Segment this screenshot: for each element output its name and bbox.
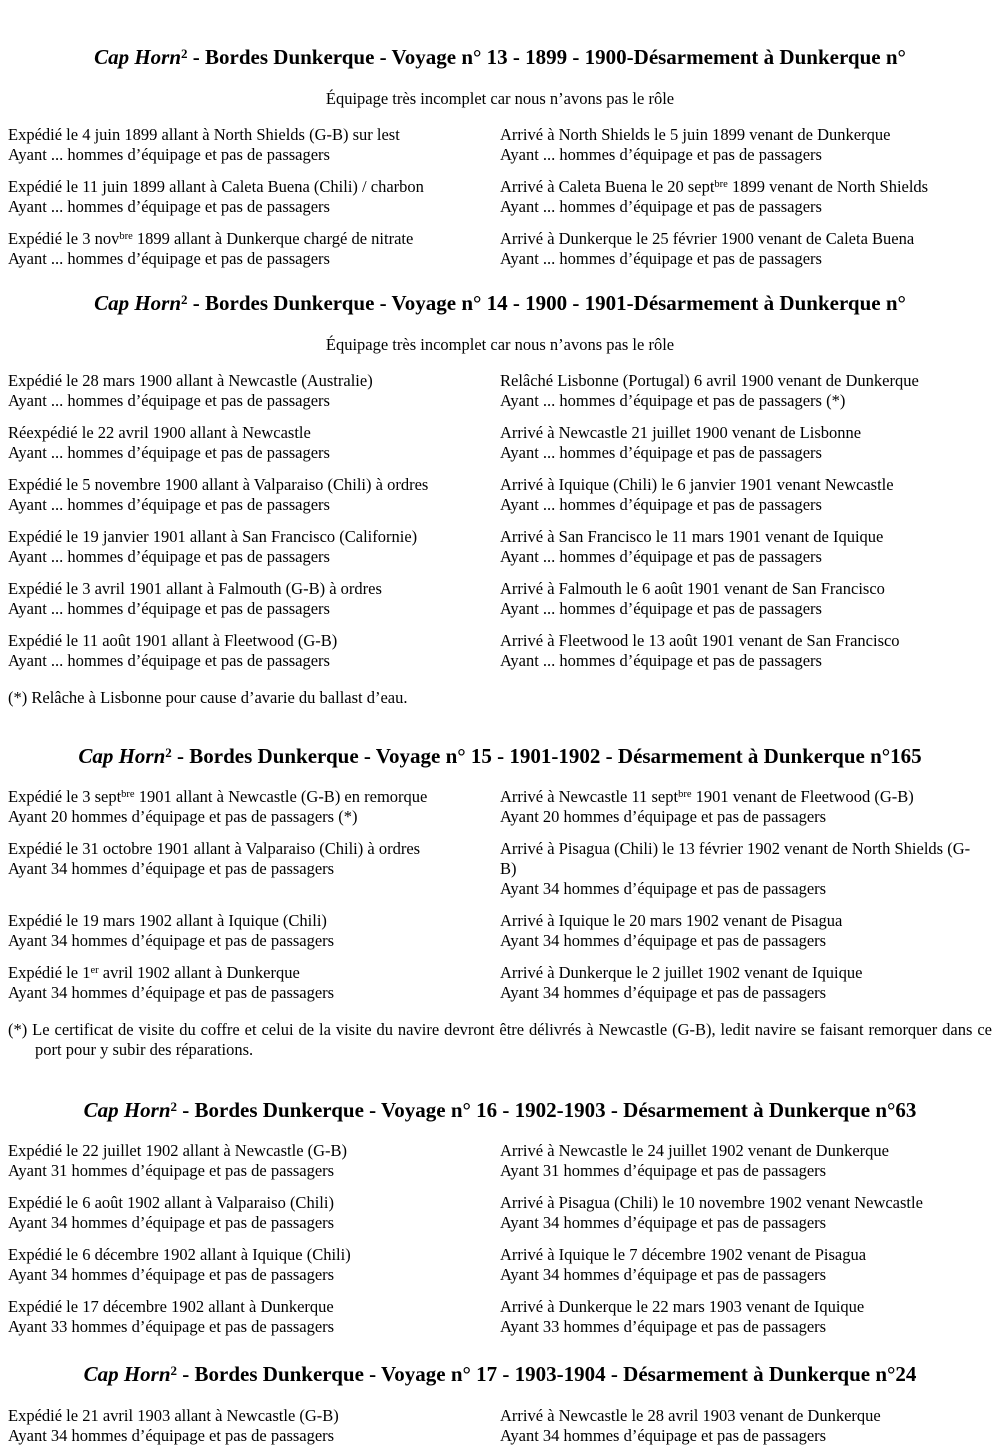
arrival-cell xyxy=(500,579,992,619)
ship-name: Cap Horn xyxy=(94,45,182,70)
arrival-cell xyxy=(500,631,992,671)
voyage-entry xyxy=(8,787,992,827)
arrival-line: Ayant 34 hommes d’équipage et pas de passagers xyxy=(500,931,827,951)
arrival-line: Ayant ... hommes d’équipage et pas de passagers (*) xyxy=(500,391,846,411)
departure-line: Expédié le 19 janvier 1901 allant à San Francisco (Californie) xyxy=(8,527,418,547)
arrival-line: Ayant 20 hommes d’équipage et pas de passagers xyxy=(500,807,827,827)
arrival-cell xyxy=(500,125,992,165)
departure-line: Ayant 20 hommes d’équipage et pas de passagers (*) xyxy=(8,807,358,827)
arrival-line: Ayant 34 hommes d’équipage et pas de passagers xyxy=(500,983,827,1003)
arrival-cell xyxy=(500,475,992,515)
section-title-rest: - Bordes Dunkerque - Voyage n° 14 - 1900 - 1901-Désarmement à Dunkerque n° xyxy=(187,291,906,316)
departure-line: Ayant ... hommes d’équipage et pas de passagers xyxy=(8,651,330,671)
arrival-line: Ayant ... hommes d’équipage et pas de passagers xyxy=(500,443,822,463)
section-subtitle: Équipage très incomplet car nous n’avons pas le rôle xyxy=(325,88,675,108)
departure-line: Expédié le 19 mars 1902 allant à Iquique (Chili) xyxy=(8,911,327,931)
arrival-line: Arrivé à Fleetwood le 13 août 1901 venant de San Francisco xyxy=(500,631,900,651)
arrival-line: Arrivé à Iquique le 7 décembre 1902 venant de Pisagua xyxy=(500,1245,867,1265)
voyage-entries xyxy=(8,1406,992,1446)
section-title-rest: - Bordes Dunkerque - Voyage n° 13 - 1899 - 1900-Désarmement à Dunkerque n° xyxy=(187,45,906,70)
departure-line: Expédié le 11 juin 1899 allant à Caleta Buena (Chili) / charbon xyxy=(8,177,424,197)
arrival-cell xyxy=(500,1297,992,1337)
arrival-line: Ayant ... hommes d’équipage et pas de passagers xyxy=(500,495,822,515)
arrival-line: Relâché Lisbonne (Portugal) 6 avril 1900 venant de Dunkerque xyxy=(500,371,919,391)
departure-line: Ayant ... hommes d’équipage et pas de passagers xyxy=(8,249,330,269)
voyage-entry xyxy=(8,579,992,619)
departure-line: Ayant 34 hommes d’équipage et pas de passagers xyxy=(8,1425,335,1445)
voyage-entries xyxy=(8,125,992,269)
voyage-entry xyxy=(8,229,992,269)
departure-line: Expédié le 3 avril 1901 allant à Falmouth (G-B) à ordres xyxy=(8,579,382,599)
superscript-text: bre xyxy=(119,231,133,243)
voyage-entries xyxy=(8,371,992,671)
arrival-line: Arrivé à Newcastle 21 juillet 1900 venant de Lisbonne xyxy=(500,423,862,443)
departure-line: Ayant ... hommes d’équipage et pas de passagers xyxy=(8,391,330,411)
ship-name-superscript: 2 xyxy=(170,1098,178,1114)
voyage-entries xyxy=(8,787,992,1003)
departure-cell xyxy=(8,125,500,165)
arrival-cell xyxy=(500,963,992,1003)
arrival-cell xyxy=(500,371,992,411)
arrival-line: Ayant ... hommes d’équipage et pas de passagers xyxy=(500,249,822,269)
section-title-rest: - Bordes Dunkerque - Voyage n° 17 - 1903-1904 - Désarmement à Dunkerque n°24 xyxy=(177,1362,917,1387)
arrival-cell xyxy=(500,911,992,951)
superscript-text: bre xyxy=(121,789,135,801)
voyage-section-2 xyxy=(8,289,992,707)
ship-name-superscript: 2 xyxy=(181,292,188,308)
voyage-entry xyxy=(8,1245,992,1285)
departure-line: Expédié le 3 nov$^{bre}$ 1899 allant à Dunkerque chargé de nitrate xyxy=(8,229,414,249)
arrival-line: Ayant ... hommes d’équipage et pas de passagers xyxy=(500,197,822,217)
departure-cell xyxy=(8,527,500,567)
voyage-section-5 xyxy=(8,1360,992,1445)
departure-line: Expédié le 1er avril 1902 allant à Dunkerque xyxy=(8,963,300,983)
arrival-line: Ayant 31 hommes d’équipage et pas de passagers xyxy=(500,1161,827,1181)
departure-cell xyxy=(8,911,500,951)
departure-line: Ayant ... hommes d’équipage et pas de passagers xyxy=(8,547,330,567)
document-page xyxy=(8,43,992,1445)
voyage-entry xyxy=(8,631,992,671)
superscript-text: bre xyxy=(678,789,692,801)
section-footnote: (*) Relâche à Lisbonne pour cause d’avarie du ballast d’eau. xyxy=(8,687,408,707)
section-title-rest: - Bordes Dunkerque - Voyage n° 15 - 1901-1902 - Désarmement à Dunkerque n°165 xyxy=(171,743,922,768)
arrival-cell xyxy=(500,1141,992,1181)
voyage-entry xyxy=(8,125,992,165)
arrival-line: Arrivé à San Francisco le 11 mars 1901 venant de Iquique xyxy=(500,527,884,547)
arrival-line: Arrivé à Dunkerque le 22 mars 1903 venant de Iquique xyxy=(500,1297,865,1317)
departure-line: Ayant ... hommes d’équipage et pas de passagers xyxy=(8,443,330,463)
arrival-line: Arrivé à Newcastle 11 sept$^{bre}$ 1901 venant de Fleetwood (G-B) xyxy=(500,787,914,807)
departure-line: Réexpédié le 22 avril 1900 allant à Newcastle xyxy=(8,423,311,443)
ship-name: Cap Horn xyxy=(78,743,166,768)
arrival-line: Arrivé à Pisagua (Chili) le 10 novembre 1902 venant Newcastle xyxy=(500,1193,923,1213)
ship-name: Cap Horn xyxy=(94,291,182,316)
arrival-line: Arrivé à Newcastle le 24 juillet 1902 venant de Dunkerque xyxy=(500,1141,889,1161)
voyage-entries xyxy=(8,1141,992,1337)
departure-line: Expédié le 28 mars 1900 allant à Newcastle (Australie) xyxy=(8,371,373,391)
section-subtitle: Équipage très incomplet car nous n’avons pas le rôle xyxy=(325,334,675,354)
departure-line: Ayant 34 hommes d’équipage et pas de passagers xyxy=(8,983,335,1003)
voyage-entry xyxy=(8,1297,992,1337)
ship-name-superscript: 2 xyxy=(170,1363,178,1379)
section-title xyxy=(8,289,992,317)
departure-line: Ayant 34 hommes d’équipage et pas de passagers xyxy=(8,931,335,951)
section-footnote: (*) Le certificat de visite du coffre et celui de la visite du navire devront être délivrés à Newcastle (G-B), ledit navire se faisant remorquer dans ce port pour y subir des réparations. xyxy=(8,1019,992,1059)
departure-cell xyxy=(8,475,500,515)
arrival-line: Ayant 34 hommes d’équipage et pas de passagers xyxy=(500,879,827,899)
departure-cell xyxy=(8,1297,500,1337)
departure-line: Ayant 34 hommes d’équipage et pas de passagers xyxy=(8,1265,335,1285)
departure-line: Expédié le 5 novembre 1900 allant à Valparaiso (Chili) à ordres xyxy=(8,475,429,495)
departure-line: Expédié le 17 décembre 1902 allant à Dunkerque xyxy=(8,1297,334,1317)
arrival-cell xyxy=(500,423,992,463)
departure-cell xyxy=(8,579,500,619)
section-title xyxy=(8,742,992,770)
voyage-entry xyxy=(8,527,992,567)
arrival-cell xyxy=(500,527,992,567)
arrival-line: Ayant 34 hommes d’équipage et pas de passagers xyxy=(500,1213,827,1233)
arrival-cell xyxy=(500,1245,992,1285)
departure-cell xyxy=(8,1141,500,1181)
section-title xyxy=(8,43,992,71)
arrival-line: Ayant 33 hommes d’équipage et pas de passagers xyxy=(500,1317,827,1337)
arrival-line: Ayant 34 hommes d’équipage et pas de passagers xyxy=(500,1425,827,1445)
arrival-line: Arrivé à Iquique (Chili) le 6 janvier 1901 venant Newcastle xyxy=(500,475,894,495)
section-title xyxy=(8,1360,992,1388)
departure-line: Expédié le 4 juin 1899 allant à North Shields (G-B) sur lest xyxy=(8,125,400,145)
departure-cell xyxy=(8,1193,500,1233)
departure-line: Expédié le 11 août 1901 allant à Fleetwood (G-B) xyxy=(8,631,338,651)
departure-line: Ayant ... hommes d’équipage et pas de passagers xyxy=(8,145,330,165)
voyage-entry xyxy=(8,911,992,951)
departure-line: Expédié le 31 octobre 1901 allant à Valparaiso (Chili) à ordres xyxy=(8,839,421,859)
arrival-cell xyxy=(500,1193,992,1233)
voyage-entry xyxy=(8,1406,992,1446)
arrival-cell xyxy=(500,787,992,827)
arrival-cell xyxy=(500,1406,992,1446)
arrival-line: Arrivé à Dunkerque le 2 juillet 1902 venant de Iquique xyxy=(500,963,863,983)
ship-name: Cap Horn xyxy=(83,1097,171,1122)
section-title-rest: - Bordes Dunkerque - Voyage n° 16 - 1902-1903 - Désarmement à Dunkerque n°63 xyxy=(177,1097,917,1122)
superscript-text: er xyxy=(90,965,99,977)
voyage-entry xyxy=(8,423,992,463)
section-title xyxy=(8,1096,992,1124)
departure-line: Ayant 34 hommes d’équipage et pas de passagers xyxy=(8,1213,335,1233)
arrival-line: Ayant ... hommes d’équipage et pas de passagers xyxy=(500,651,822,671)
voyage-section-3 xyxy=(8,742,992,1060)
departure-line: Ayant ... hommes d’équipage et pas de passagers xyxy=(8,197,330,217)
arrival-cell xyxy=(500,177,992,217)
arrival-cell xyxy=(500,839,992,899)
ship-name: Cap Horn xyxy=(83,1362,171,1387)
departure-line: Ayant ... hommes d’équipage et pas de passagers xyxy=(8,495,330,515)
departure-line: Expédié le 21 avril 1903 allant à Newcastle (G-B) xyxy=(8,1405,339,1425)
voyage-entry xyxy=(8,177,992,217)
arrival-line: Arrivé à Caleta Buena le 20 sept$^{bre}$ 1899 venant de North Shields xyxy=(500,177,929,197)
arrival-line: Arrivé à Dunkerque le 25 février 1900 venant de Caleta Buena xyxy=(500,229,915,249)
departure-cell xyxy=(8,371,500,411)
arrival-line: Arrivé à Newcastle le 28 avril 1903 venant de Dunkerque xyxy=(500,1405,881,1425)
arrival-line: Arrivé à Iquique le 20 mars 1902 venant de Pisagua xyxy=(500,911,843,931)
arrival-cell xyxy=(500,229,992,269)
voyage-entry xyxy=(8,1193,992,1233)
superscript-text: bre xyxy=(714,179,728,191)
departure-line: Ayant 33 hommes d’équipage et pas de passagers xyxy=(8,1317,335,1337)
departure-cell xyxy=(8,1406,500,1446)
arrival-line: Ayant ... hommes d’équipage et pas de passagers xyxy=(500,547,822,567)
departure-line: Ayant ... hommes d’équipage et pas de passagers xyxy=(8,599,330,619)
arrival-line: Arrivé à Pisagua (Chili) le 13 février 1902 venant de North Shields (G-B) xyxy=(500,839,971,879)
ship-name-superscript: 2 xyxy=(165,744,172,760)
departure-line: Ayant 34 hommes d’équipage et pas de passagers xyxy=(8,859,335,879)
departure-cell xyxy=(8,1245,500,1285)
departure-line: Expédié le 6 août 1902 allant à Valparaiso (Chili) xyxy=(8,1193,334,1213)
departure-line: Expédié le 22 juillet 1902 allant à Newcastle (G-B) xyxy=(8,1141,348,1161)
arrival-line: Arrivé à Falmouth le 6 août 1901 venant de San Francisco xyxy=(500,579,885,599)
departure-line: Expédié le 3 sept$^{bre}$ 1901 allant à Newcastle (G-B) en remorque xyxy=(8,787,428,807)
departure-cell xyxy=(8,229,500,269)
arrival-line: Ayant ... hommes d’équipage et pas de passagers xyxy=(500,599,822,619)
ship-name-superscript: 2 xyxy=(181,46,188,62)
departure-line: Expédié le 6 décembre 1902 allant à Iquique (Chili) xyxy=(8,1245,351,1265)
departure-line: Ayant 31 hommes d’équipage et pas de passagers xyxy=(8,1161,335,1181)
voyage-entry xyxy=(8,839,992,899)
departure-cell xyxy=(8,787,500,827)
voyage-entry xyxy=(8,963,992,1003)
departure-cell xyxy=(8,839,500,899)
departure-cell xyxy=(8,423,500,463)
voyage-section-1 xyxy=(8,43,992,269)
arrival-line: Ayant 34 hommes d’équipage et pas de passagers xyxy=(500,1265,827,1285)
departure-cell xyxy=(8,963,500,1003)
voyage-entry xyxy=(8,475,992,515)
arrival-line: Arrivé à North Shields le 5 juin 1899 venant de Dunkerque xyxy=(500,125,891,145)
voyage-entry xyxy=(8,1141,992,1181)
departure-cell xyxy=(8,631,500,671)
arrival-line: Ayant ... hommes d’équipage et pas de passagers xyxy=(500,145,822,165)
departure-cell xyxy=(8,177,500,217)
voyage-entry xyxy=(8,371,992,411)
voyage-section-4 xyxy=(8,1096,992,1337)
